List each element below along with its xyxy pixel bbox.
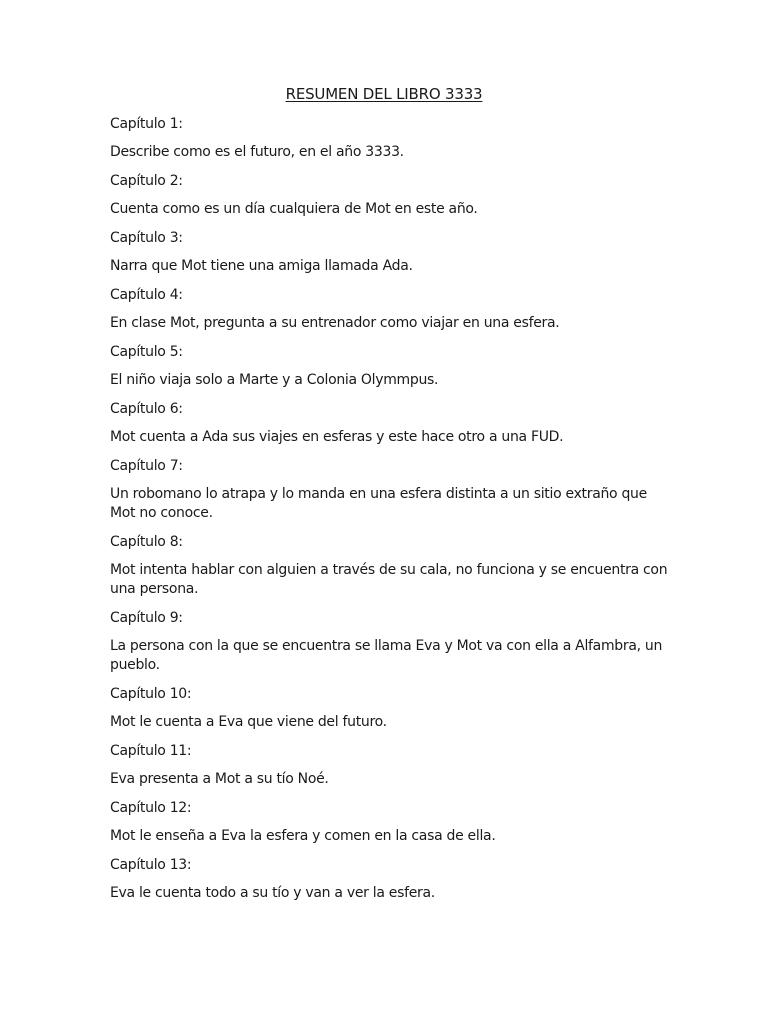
chapter-summary: Cuenta como es un día cualquiera de Mot en este año. <box>110 201 478 217</box>
chapter-summary: Eva le cuenta todo a su tío y van a ver la esfera. <box>110 885 435 901</box>
chapter-label: Capítulo 4: <box>110 287 183 303</box>
chapter-label: Capítulo 1: <box>110 116 183 132</box>
chapter-item <box>110 285 670 333</box>
chapter-item <box>110 171 670 219</box>
chapter-label: Capítulo 12: <box>110 800 192 816</box>
chapter-label: Capítulo 2: <box>110 173 183 189</box>
chapter-label: Capítulo 8: <box>110 534 183 550</box>
chapter-label: Capítulo 7: <box>110 458 183 474</box>
chapter-item <box>110 456 670 523</box>
chapter-item <box>110 741 670 789</box>
chapter-item <box>110 532 670 599</box>
chapter-summary: Mot intenta hablar con alguien a través de su cala, no funciona y se encuentra con una persona. <box>110 562 668 597</box>
chapter-item <box>110 855 670 903</box>
chapter-item <box>110 342 670 390</box>
chapter-label: Capítulo 3: <box>110 230 183 246</box>
chapter-label: Capítulo 5: <box>110 344 183 360</box>
chapter-item <box>110 399 670 447</box>
chapter-summary: Mot le enseña a Eva la esfera y comen en la casa de ella. <box>110 828 496 844</box>
chapter-summary: En clase Mot, pregunta a su entrenador como viajar en una esfera. <box>110 315 560 331</box>
chapter-summary: Describe como es el futuro, en el año 3333. <box>110 144 404 160</box>
chapter-label: Capítulo 6: <box>110 401 183 417</box>
chapter-label: Capítulo 9: <box>110 610 183 626</box>
chapter-summary: La persona con la que se encuentra se llama Eva y Mot va con ella a Alfambra, un pueblo. <box>110 638 663 673</box>
chapter-item <box>110 798 670 846</box>
chapter-summary: Un robomano lo atrapa y lo manda en una esfera distinta a un sitio extraño que Mot no conoce. <box>110 486 647 521</box>
chapter-summary: Mot le cuenta a Eva que viene del futuro. <box>110 714 387 730</box>
chapter-summary: Mot cuenta a Ada sus viajes en esferas y este hace otro a una FUD. <box>110 429 564 445</box>
document-title: RESUMEN DEL LIBRO 3333 <box>285 85 483 103</box>
chapter-item <box>110 114 670 162</box>
chapter-label: Capítulo 11: <box>110 743 192 759</box>
chapter-item <box>110 684 670 732</box>
chapter-summary: El niño viaja solo a Marte y a Colonia Olymmpus. <box>110 372 439 388</box>
chapter-item <box>110 608 670 675</box>
chapter-list <box>110 114 670 912</box>
chapter-summary: Eva presenta a Mot a su tío Noé. <box>110 771 329 787</box>
chapter-label: Capítulo 10: <box>110 686 192 702</box>
chapter-summary: Narra que Mot tiene una amiga llamada Ada. <box>110 258 413 274</box>
chapter-label: Capítulo 13: <box>110 857 192 873</box>
chapter-item <box>110 228 670 276</box>
